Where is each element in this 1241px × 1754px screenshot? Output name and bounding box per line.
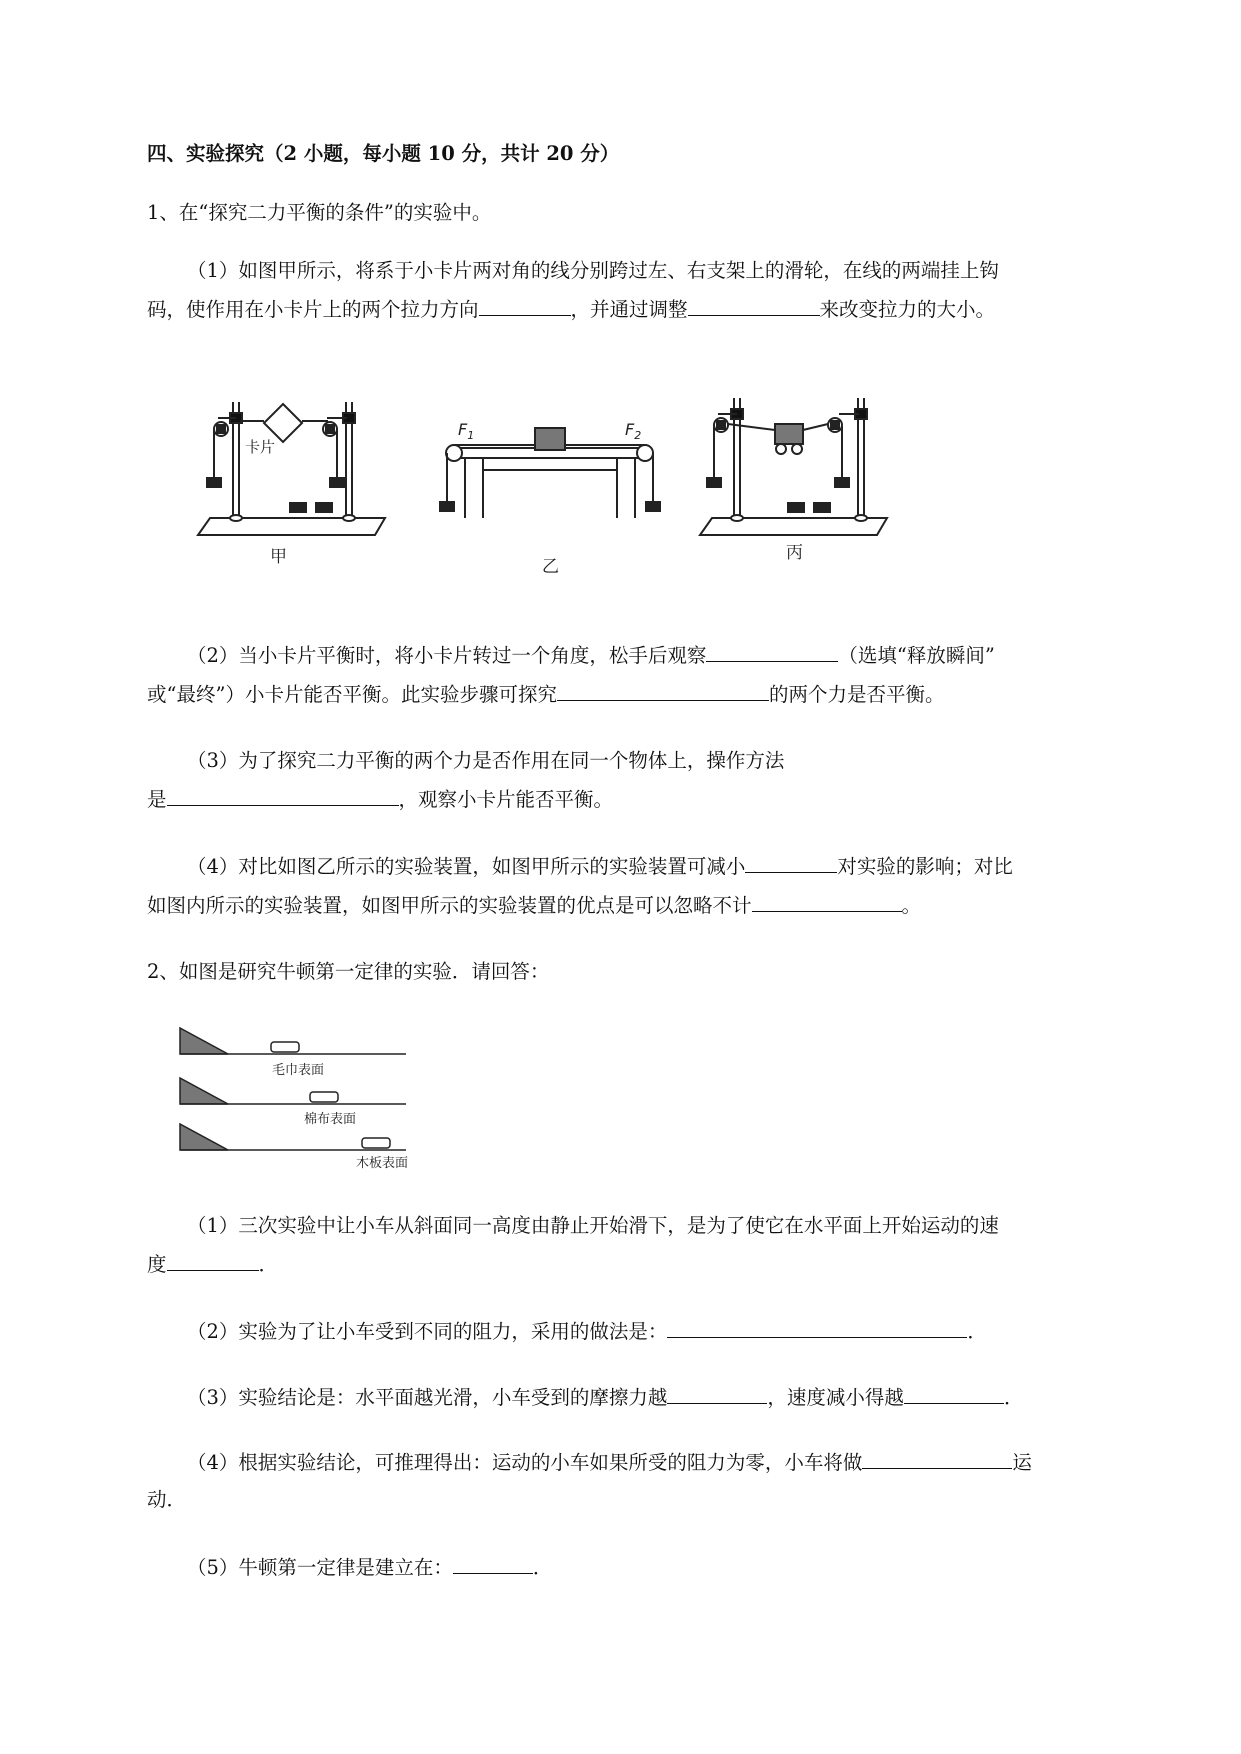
- q2-p1-text-b: ．: [258, 1253, 279, 1276]
- q1-stem: 1、在“探究二力平衡的条件”的实验中。: [147, 201, 492, 224]
- q2-p1-line1: （1）三次实验中让小车从斜面同一高度由静止开始滑下，是为了使它在水平面上开始运动的速: [187, 1214, 999, 1237]
- q2-p4-text-b: 运: [1012, 1451, 1032, 1474]
- answer-blank[interactable]: [167, 1250, 259, 1271]
- answer-blank[interactable]: [167, 785, 399, 806]
- q2-p4-line1: [187, 1448, 1032, 1477]
- q2-figure: [170, 1020, 440, 1170]
- q1-p1-line1: （1）如图甲所示，将系于小卡片两对角的线分别跨过左、右支架上的滑轮，在线的两端挂上钩: [187, 259, 999, 282]
- answer-blank[interactable]: [453, 1553, 533, 1574]
- answer-blank[interactable]: [752, 891, 902, 912]
- caption-jia: 甲: [270, 547, 287, 567]
- ramp-cotton: [180, 1078, 406, 1104]
- q1-p3-text-a: 是: [147, 788, 167, 811]
- surface-label-wood: 木板表面: [356, 1156, 409, 1170]
- q1-figure: [190, 380, 1010, 610]
- q1-p2-text-c: 或“最终”）小卡片能否平衡。此实验步骤可探究: [147, 683, 557, 706]
- answer-blank[interactable]: [557, 680, 769, 701]
- answer-blank[interactable]: [745, 852, 837, 873]
- card-label: 卡片: [245, 438, 276, 456]
- q2-p1-text-a: 度: [147, 1253, 167, 1276]
- q1-p2-text-d: 的两个力是否平衡。: [768, 683, 945, 706]
- q2-p5-text-b: ．: [532, 1556, 553, 1579]
- f1-subscript: 1: [467, 429, 475, 442]
- q1-p1-text-c: 来改变拉力的大小。: [819, 298, 996, 321]
- q1-p4-text-d: 。: [901, 894, 922, 917]
- q2-p3-text-c: ．: [1003, 1386, 1024, 1409]
- q2-p4-text-a: （4）根据实验结论，可推理得出：运动的小车如果所受的阻力为零，小车将做: [187, 1451, 863, 1474]
- q2-p2-text-a: （2）实验为了让小车受到不同的阻力，采用的做法是：: [187, 1320, 668, 1343]
- ramp-towel: [180, 1028, 406, 1054]
- q1-p3-line2: [147, 785, 613, 814]
- section-heading: 四、实验探究（2 小题，每小题 10 分，共计 20 分）: [147, 142, 620, 165]
- apparatus-bing: [700, 398, 887, 535]
- q1-p1-line2: [147, 295, 995, 324]
- q2-p5-line: [187, 1553, 552, 1582]
- q2-p3-line: [187, 1383, 1023, 1412]
- q1-p4-text-b: 对实验的影响；对比: [837, 855, 1013, 878]
- caption-bing: 丙: [786, 543, 803, 563]
- q1-p1-text-a: 码，使作用在小卡片上的两个拉力方向: [147, 298, 479, 321]
- surface-label-cotton: 棉布表面: [304, 1112, 357, 1127]
- answer-blank[interactable]: [688, 295, 820, 316]
- caption-yi: 乙: [542, 557, 559, 577]
- q1-p4-text-c: 如图内所示的实验装置，如图甲所示的实验装置的优点是可以忽略不计: [147, 894, 752, 917]
- f2-subscript: 2: [634, 429, 642, 442]
- q2-p2-text-b: ．: [967, 1320, 987, 1343]
- q1-p2-text-b: （选填“释放瞬间”: [838, 644, 995, 667]
- q1-p4-text-a: （4）对比如图乙所示的实验装置，如图甲所示的实验装置可减小: [187, 855, 746, 878]
- q2-p5-text-a: （5）牛顿第一定律是建立在：: [187, 1556, 453, 1579]
- q1-p4-line2: [147, 891, 921, 920]
- q2-p3-text-b: ，速度减小得越: [767, 1386, 904, 1409]
- answer-blank[interactable]: [862, 1448, 1012, 1469]
- q1-p2-text-a: （2）当小卡片平衡时，将小卡片转过一个角度，松手后观察: [187, 644, 707, 667]
- q2-stem: 2、如图是研究牛顿第一定律的实验．请回答：: [147, 960, 550, 983]
- q1-p3-line1: （3）为了探究二力平衡的两个力是否作用在同一个物体上，操作方法: [187, 749, 785, 772]
- apparatus-jia: [198, 402, 385, 535]
- f1-symbol: F: [458, 420, 468, 439]
- q1-p2-line1: [187, 641, 995, 670]
- answer-blank[interactable]: [667, 1383, 767, 1404]
- q2-p4-line2: 动．: [147, 1488, 187, 1511]
- force-label-f1: [458, 420, 474, 442]
- answer-blank[interactable]: [667, 1317, 967, 1338]
- f2-symbol: F: [625, 420, 635, 439]
- q2-p1-line2: [147, 1250, 278, 1279]
- q1-p3-text-b: ，观察小卡片能否平衡。: [398, 788, 614, 811]
- q1-p2-line2: [147, 680, 944, 709]
- surface-label-towel: 毛巾表面: [272, 1063, 325, 1078]
- answer-blank[interactable]: [904, 1383, 1004, 1404]
- answer-blank[interactable]: [706, 641, 838, 662]
- answer-blank[interactable]: [479, 295, 571, 316]
- q1-p4-line1: [187, 852, 1013, 881]
- q2-p2-line: [187, 1317, 987, 1346]
- ramp-wood: [180, 1124, 406, 1150]
- q1-p1-text-b: ，并通过调整: [570, 298, 688, 321]
- q2-p3-text-a: （3）实验结论是：水平面越光滑，小车受到的摩擦力越: [187, 1386, 668, 1409]
- force-label-f2: [625, 420, 641, 442]
